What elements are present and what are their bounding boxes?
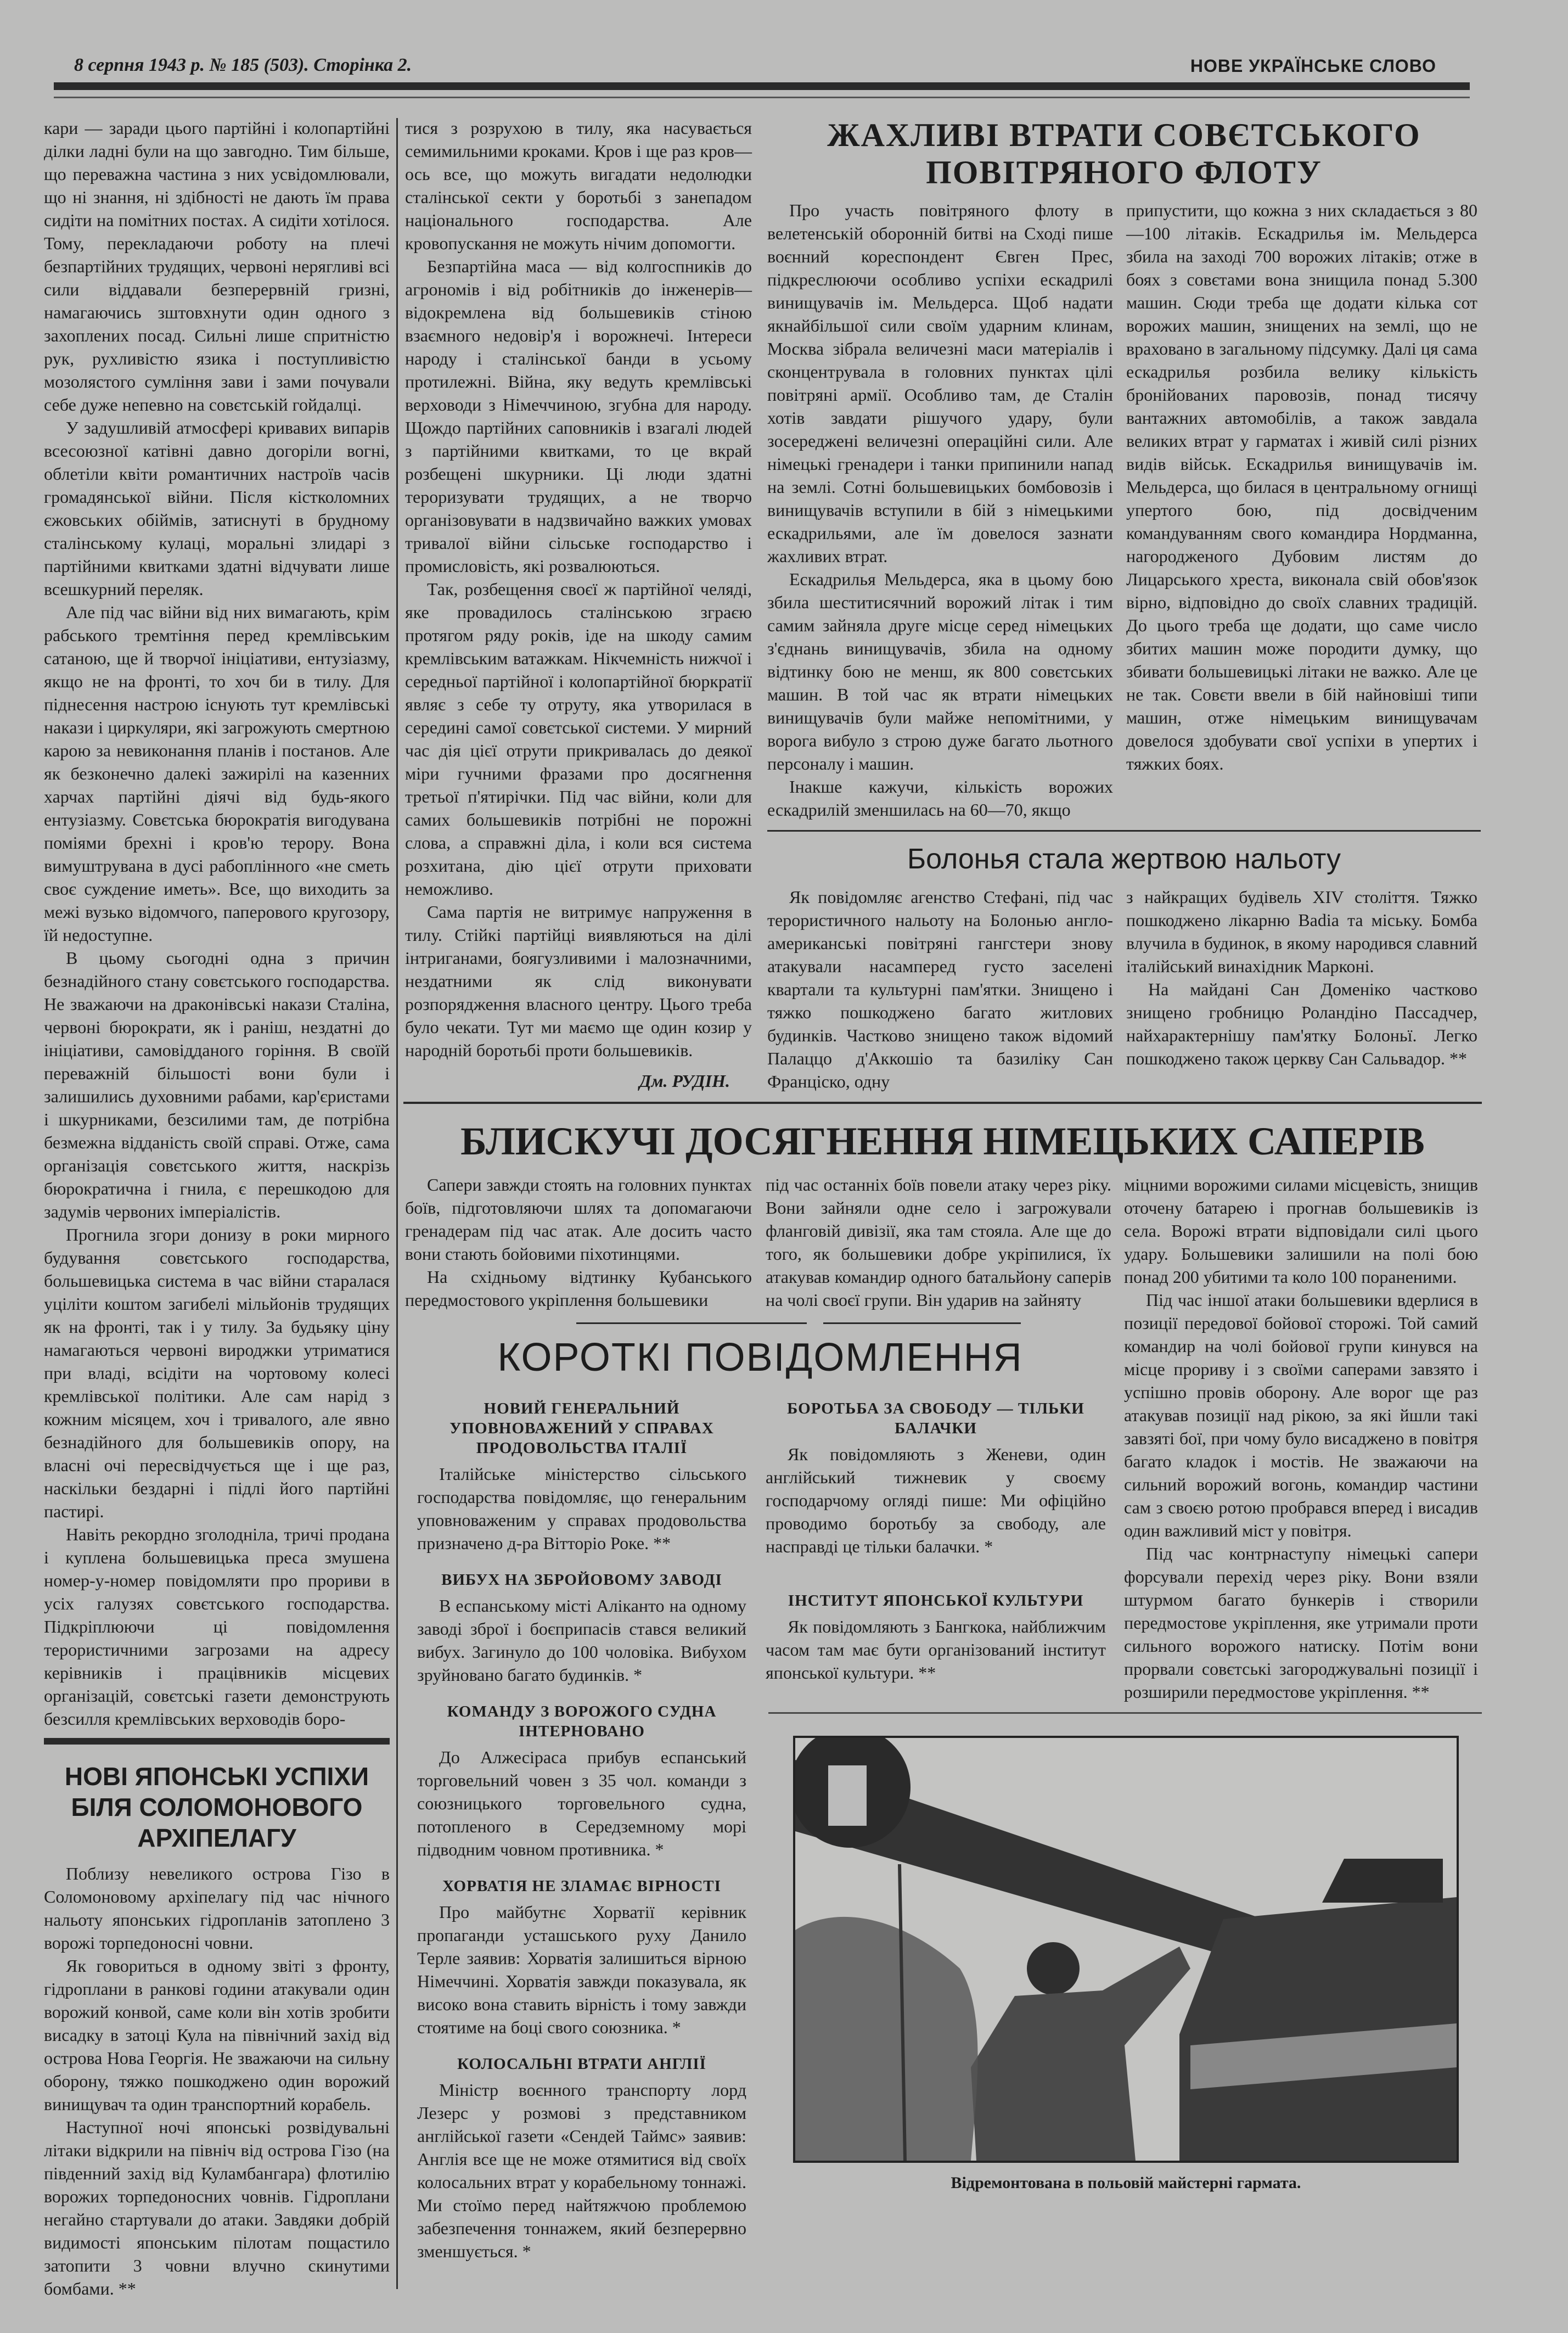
brief-heading: ВИБУХ НА ЗБРОЙОВОМУ ЗАВОДІ — [441, 1571, 722, 1589]
sappers-headline: БЛИСКУЧІ ДОСЯГНЕННЯ НІМЕЦЬКИХ САПЕРІВ — [460, 1119, 1425, 1163]
brief-text: Міністр воєнного транспорту лорд Лезерс у розмові з представником англійської газети «Сендей Таймс» заявив: Англія все ще не може отямитися від своїх колосальних втрат у корабельному тоннажі. Ми стоїмо перед найтяжчою проблемою забезпечення тоннажем, який безперервно зменшується. * — [417, 2080, 746, 2261]
headline-line: БІЛЯ СОЛОМОНОВОГО — [71, 1793, 363, 1821]
brief-text: Як повідомляють з Женеви, один англійський тижневик у своєму господарчому огляді пише: Ми офіційно проводимо боротьбу за свободу, але насправді це тільки балачки. * — [766, 1444, 1106, 1556]
briefs-headline: КОРОТКІ ПОВІДОМЛЕННЯ — [497, 1336, 1023, 1379]
sappers-col3 — [1124, 1173, 1478, 1703]
headline-line: НОВІ ЯПОНСЬКІ УСПІХИ — [64, 1762, 369, 1791]
cannon-illustration — [795, 1738, 1457, 2161]
header-rule-thin — [54, 97, 1470, 98]
paragraph: Так, розбещення своєї ж партійної челяді, яке провадилось сталінською зграєю протягом ряду років, іде на шкоду самим кремлівським ватажкам. Нікчемність нижчої і середньої партійної і колопартійної бюркратії являє з себе ту отруту, яка утворилася в середині самої совєтської системи. У мирний час дія цієї отрути прикривалась до деякої міри гучними фразами про досягнення третьої п'ятирічки. Під час війни, коли для самих большевиків потрібні не порожні слова, а справжні діла, і коли вся система розхитана, дію цієї отрути приховати неможливо. — [405, 579, 752, 899]
bologna-headline: Болонья стала жертвою нальоту — [907, 843, 1341, 875]
paragraph: Поблизу невеликого острова Гізо в Соломоновому архіпелагу під час нічного нальоту японських гідропланів затоплено 3 ворожі торпедоносні човни. — [44, 1864, 390, 1953]
paragraph: На східньому відтинку Кубанського передмостового укріплення большевики — [405, 1267, 752, 1310]
paragraph: Під час іншої атаки большевики вдерлися в позиції передової бойової сторожі. Той самий командир на чолі бойової групи кинувся на місце прориву і з своїми саперами завзято і успішно провів оборону. Але ворог ще раз атакував позиції над рікою, за які йшли такі завзяті бої, при чому було висаджено в повітря багато кладок і мостів. Не зважаючи на сильний ворожий вогонь, командир частини сам з своєю ротою пробрався вперед і висадив один важливий міст у повітря. — [1124, 1290, 1478, 1540]
ornament-rule — [823, 1322, 1021, 1324]
lead-article-col1 — [44, 116, 390, 1730]
air-losses-headline — [767, 116, 1481, 191]
newspaper-title: НОВЕ УКРАЇНСЬКЕ СЛОВО — [1190, 56, 1436, 76]
photo-caption: Відремонтована в польовій майстерні гармата. — [951, 2174, 1301, 2192]
author-signature: Дм. РУДІН. — [639, 1071, 730, 1091]
bologna-col2 — [1126, 885, 1477, 1070]
brief-heading: ХОРВАТІЯ НЕ ЗЛАМАЄ ВІРНОСТІ — [442, 1877, 721, 1895]
paragraph: під час останніх боїв повели атаку через ріку. Вони зайняли одне село і загрожували фланговій дивізії, яка там стояла. Але ще до того, як большевики добре укріпилися, їх атакував командир одного батальйону саперів на чолі своєї групи. Він ударив на зайняту — [766, 1175, 1111, 1310]
section-rule — [767, 830, 1481, 832]
paragraph: Як говориться в одному звіті з фронту, гідроплани в ранкові години атакували один ворожий конвой, саме коли він хотів зробити висадку в затоці Кула на північний захід від острова Нова Георгія. Не зважаючи на сильну оборону, тяжко пошкоджено один ворожий винищувач та один транспортний корабель. — [44, 1956, 390, 2114]
sappers-col1 — [405, 1173, 752, 1311]
paragraph: кари — заради цього партійні і колопартійні ділки ладні були на що завгодно. Тим більше, що переважна частина з них усвідомлювали, що ні знання, ні здібності не дають їм права сидіти на помітних постах. А сидіти хотілося. Тому, перекладаючи роботу на плечі безпартійних трудящих, червоні нерягливі всі сили віддавали безперервній гризні, намагаючись зштовхнути один одного з захоплених посад. Сильні лише спритністю рук, рухливістю язика і поступливістю мозолястого сумління зави і зами почували себе дуже непевно на совєтській гойдалці. — [44, 118, 390, 414]
ornament-rule — [576, 1322, 807, 1324]
paragraph: тися з розрухою в тилу, яка насувається семимильними кроками. Кров і ще раз кров—ось все, що можуть вигадати недолюдки сталінської секти у боротьбі з занепадом національного господарства. Але кровопускання не можуть нічим допомогти. — [405, 118, 752, 253]
japan-headline — [44, 1761, 390, 1853]
headline-line: ПОВІТРЯНОГО ФЛОТУ — [926, 154, 1322, 190]
dateline: 8 серпня 1943 р. № 185 (503). Сторінка 2. — [74, 55, 412, 75]
brief-text: В еспанському місті Аліканто на одному заводі зброї і боєприпасів стався великий вибух. Загинуло до 100 чоловіка. Вибухом зруйновано багато будинків. * — [417, 1596, 746, 1685]
air-losses-col2 — [1126, 199, 1477, 775]
paragraph: міцними ворожими силами місцевість, знищив оточену батарею і прогнав большевиків із села. Ворожі втрати відповідали силі цього удару. Большевики залишили на полі бою понад 200 убитими та коло 100 пораненими. — [1124, 1175, 1478, 1287]
column-divider — [396, 118, 398, 2289]
header-rule — [54, 82, 1470, 90]
section-rule — [768, 1712, 1482, 1714]
paragraph: Під час контрнаступу німецькі сапери форсували перехід через ріку. Вони взяли штурмом багато бункерів і створили передмостове укріплення, яке утримали проти сильного ворожого натиску. Потім вони прорвали совєтські загороджувальні позиції і розширили передмостове укріплення. ** — [1124, 1544, 1478, 1702]
brief-text: Італійське міністерство сільського господарства повідомляє, що генеральним уповноваженим у справах продовольства призначено д-ра Вітторіо Роке. ** — [417, 1464, 746, 1553]
japan-article — [44, 1862, 390, 2300]
headline-line: АРХІПЕЛАГУ — [137, 1824, 296, 1852]
paragraph: Наступної ночі японські розвідувальні літаки відкрили на північ від острова Гізо (на південний захід від Куламбангара) флотилію ворожих торпедоносних човнів. Гідроплани негайно стартували до атаки. Завдяки добрій видимості японським пілотам пощастило затопити 3 човни влучно скинутими бомбами. ** — [44, 2117, 390, 2298]
paragraph: Ескадрилья Мельдерса, яка в цьому бою збила шеститисячний ворожий літак і тим самим зайняла друге місце серед німецьких з'єднань винищувачів, збила на одному відтинку бою не менш, як 800 совєтських машин. В той час як втрати німецьких винищувачів були майже непомітними, у ворога вибуло з строю дуже багато льотного персоналу і машин. — [767, 569, 1113, 773]
paragraph: У задушливій атмосфері кривавих випарів всесоюзної катівні давно догоріли вогні, облетіли квіти романтичних настроїв часів громадянської війни. Після кістколомних єжовських обіймів, затиснуті в брудному сталінському кулаці, моральні злидарі з партійними квитками здатні відчувати лише всешкурний переляк. — [44, 418, 390, 599]
paragraph: з найкращих будівель XIV століття. Тяжко пошкоджено лікарню Badia та міську. Бомба влучила в будинок, в якому народився славний італійський винахідник Марконі. — [1126, 887, 1477, 976]
bologna-col1 — [767, 885, 1113, 1093]
paragraph: припустити, що кожна з них складається з 80—100 літаків. Ескадрилья ім. Мельдерса збила на заході 700 ворожих літаків; отже в боях з совєтами вона знищила понад 5.300 машин. Сюди треба ще додати кілька сот ворожих машин, знищених на землі, що не враховано в загальному підсумку. Далі ця сама ескадрилья розбила велику кількість бронійованих паровозів, понад тисячу вантажних автомобілів, а також завдала великих втрат у гарматах і живій силі різних видів військ. Ескадрилья винищувачів ім. Мельдерса, що билася в центральному огнищі упертого бою, під досвідченим командуванням свого командира Нордманна, нагородженого Дубовим листям до Лицарського хреста, виконала свій обов'язок вірно, відповідно до своїх славних традицій. До цього треба ще додати, що саме число збитих машин може породити думку, що збивати большевицькі літаки не важко. Але це не так. Совєти ввели в бій найновіші типи машин, отже німецьким винищувачам довелося здобувати свої успіхи в упертих і тяжких боях. — [1126, 200, 1477, 773]
paragraph: Прогнила згори донизу в роки мирного будування совєтського господарства, большевицька система в час війни старалася уціліти коштом загибелі мільйонів трудящих як на фронті, так і у тилу. За будьяку ціну намагаються червоні вироджки утриматися при владі, всідіти на чортовому колесі кремлівської політики. Але сам нарід з кожним місяцем, хоч і тривалого, але явно безнадійного для большевиків опору, на власні очі пересвідчується ще і ще раз, наскільки бездарні і підлі його партійні пастирі. — [44, 1225, 390, 1521]
paragraph: Сапери завжди стоять на головних пунктах боїв, підготовляючи шлях та допомагаючи гренадерам під час атак. Але досить часто вони стають бойовими піхотинцями. — [405, 1175, 752, 1264]
air-losses-col1 — [767, 199, 1113, 821]
brief-text: Про майбутнє Хорватії керівник пропаганди усташського руху Данило Терле заявив: Хорватія залишиться вірною Німеччині. Хорватія завжди показувала, як високо вона ставить вірність і тому завжди стоятиме на боці свого союзника. * — [417, 1902, 746, 2037]
paragraph: Як повідомляє агенство Стефані, під час терористичного нальоту на Болонью англо-американські повітряні гангстери знову атакували насамперед густо заселені квартали та культурні пам'ятки. Знищено і тяжко пошкоджено багато житлових будинків. Частково знищено також відомий Палаццо д'Аккошіо та базиліку Сан Франціско, одну — [767, 887, 1113, 1091]
section-rule — [403, 1102, 1482, 1104]
brief-heading: ІНСТИТУТ ЯПОНСЬКОЇ КУЛЬТУРИ — [788, 1592, 1084, 1609]
paragraph: Але під час війни від них вимагають, крім рабського тремтіння перед кремлівським сатаною, ще й творчої ініціативи, ентузіазму, якщо не на фронті, то хоч би в тилу. Для піднесення настрою існують тут кремлівські накази і циркуляри, які загрожують смертною карою за невиконання планів і постанов. Але як безконечно далекі зажирілі на казенних харчах партійні діячі від будь-якого ентузіазму. Совєтська бюрократія вигодувана поміями брехні і кров'ю терору. Вона вимуштрувана в дусі рабоплінного «не сметь своє суждение иметь». Все, що виходить за межі вузько відомчого, паперового кругозору, їй недоступне. — [44, 602, 390, 945]
paragraph: На майдані Сан Доменіко частково знищено гробницю Роландіно Пассадчер, найхарактернішу пам'ятку Болоньї. Легко пошкоджено також церкву Сан Сальвадор. ** — [1126, 979, 1477, 1068]
paragraph: В цьому сьогодні одна з причин безнадійного стану совєтського господарства. Не зважаючи на драконівські накази Сталіна, червоні бюрократи, як і раніш, нездатні до ініціативи, самовідданого горіння. В своїй переважній більшості вони були і залишились духовними рабами, кар'єристами і шкурниками, безсилими там, де потрібна безмежна відданість своїй справі. Отже, сама організація совєтського життя, наскрізь бюрократична і гнила, є перешкодою для задумів червоних імперіалістів. — [44, 948, 390, 1221]
paragraph: Інакше кажучи, кількість ворожих ескадрилій зменшилась на 60—70, якщо — [767, 777, 1113, 820]
paragraph: Навіть рекордно зголодніла, тричі продана і куплена большевицька преса змушена номер-у-номер повідомляти про прориви в усіх галузях совєтського господарства. Підкріплюючи ці повідомлення терористичними загрозами на адресу керівників і працівників місцевих організацій, совєтські газети демонструють безсилля кремлівських верховодів боро- — [44, 1524, 390, 1729]
paragraph: Про участь повітряного флоту в велетенській оборонній битві на Сході пише воєнний кореспондент Євген Прес, підкреслюючи особливо успіхи ескадрилі винищувачів ім. Мельдерса. Щоб надати якнайбільшої сили своїм ударним клинам, Москва зібрала величезні маси матеріалів і сконцентрувала в головних пунктах цілі повітряні армії. Особливо там, де Сталін хотів завдати рішучого удару, були зосереджені величезні операційні сили. Але німецькі гренадери і танки припинили напад на землі. Сотні большевицьких бомбовозів і винищувачів вступили в бій з німецькими ескадрильями, але їм довелося зазнати жахливих втрат. — [767, 200, 1113, 566]
lead-article-col2 — [405, 116, 752, 1092]
brief-text: Як повідомляють з Бангкока, найближчим часом там має бути організований інститут японської культури. ** — [766, 1617, 1106, 1683]
paragraph: Сама партія не витримує напруження в тилу. Стійкі партійці виявляються на ділі інтриганами, боягузливими і малозначними, нездатними як слід виконувати розпорядження власного центру. Цього треба було чекати. Тут ми маємо ще один козир у народній боротьбі проти большевиків. — [405, 902, 752, 1060]
brief-text: До Алжесіраса прибув еспанський торговельний човен з 35 чол. команди з союзницького торговельного судна, потопленого в Середземному морі підводним човном противника. * — [417, 1747, 746, 1859]
paragraph: Безпартійна маса — від колгоспників до агрономів і від робітників до інженерів—відокремлена від большевиків стіною взаємного недовір'я і ворожнечі. Інтереси народу і сталінської банди в усьому протилежні. Війна, яку ведуть кремлівські верховоди з Німеччиною, згубна для народу. Щождо партійних саповників і взагалі людей з партійними квитками, то це вкрай розбещені шкурники. Ці люди здатні тероризувати трудящих, а не творчо організовувати в надзвичайно важких умовах тривалої війни сільське господарство і промисловість, які розвалюються. — [405, 256, 752, 576]
sappers-col2 — [766, 1173, 1111, 1311]
brief-heading: КОЛОСАЛЬНІ ВТРАТИ АНГЛІЇ — [457, 2055, 706, 2073]
artillery-photo — [793, 1736, 1459, 2163]
briefs-col1 — [417, 1383, 746, 2263]
brief-heading: КОМАНДУ З ВОРОЖОГО СУДНА ІНТЕРНОВАНО — [447, 1703, 717, 1740]
briefs-col2 — [766, 1383, 1106, 1684]
brief-heading: НОВИЙ ГЕНЕРАЛЬНИЙ УПОВНОВАЖЕНИЙ У СПРАВАХ ПРОДОВОЛЬСТВА ІТАЛІЇ — [449, 1400, 714, 1457]
brief-heading: БОРОТЬБА ЗА СВОБОДУ — ТІЛЬКИ БАЛАЧКИ — [787, 1400, 1084, 1437]
section-rule — [44, 1738, 390, 1745]
headline-line: ЖАХЛИВІ ВТРАТИ СОВЄТСЬКОГО — [827, 117, 1421, 153]
